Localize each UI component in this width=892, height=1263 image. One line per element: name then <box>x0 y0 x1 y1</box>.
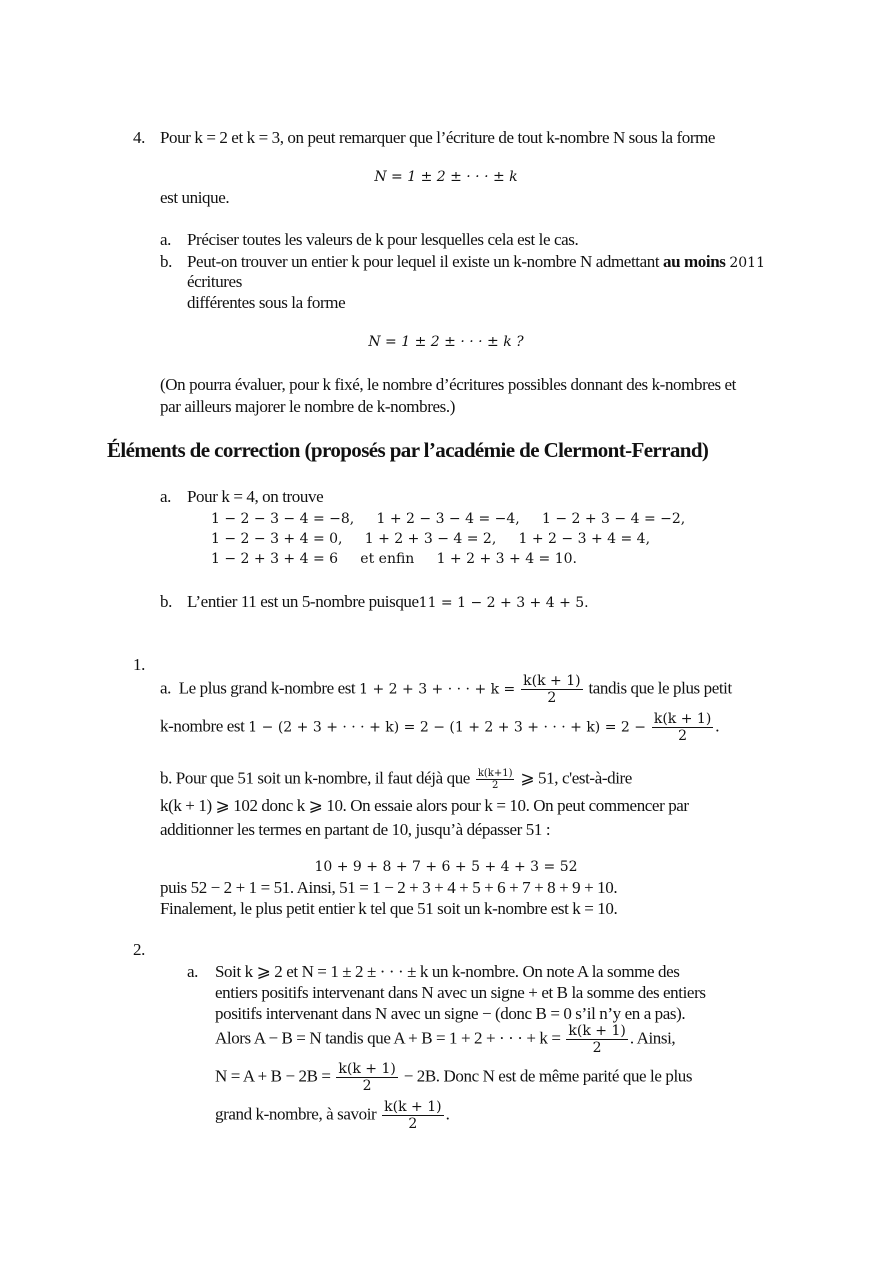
part-number-1: 1. <box>133 655 145 674</box>
fraction <box>382 1099 443 1132</box>
part2-line-3: positifs intervenant dans N avec un signe − (donc B = 0 s’il n’y en a pas). <box>215 1004 686 1023</box>
fraction-numerator: k(k+1) <box>477 768 513 779</box>
part1-b-line-1 <box>160 768 632 791</box>
part1-a-line-1 <box>160 673 732 706</box>
corr-a-line-3: 1 − 2 + 3 + 4 = 6 et enfin 1 + 2 + 3 + 4 = 10. <box>211 551 577 567</box>
corr-b-line <box>187 592 589 612</box>
part1-b-equation: 10 + 9 + 8 + 7 + 6 + 5 + 4 + 3 = 52 <box>314 859 578 875</box>
q4-b-line-2: écritures <box>187 272 242 291</box>
q4-b-text-1: Peut-on trouver un entier k pour lequel il existe un k-nombre N admettant <box>187 252 660 271</box>
fraction-numerator: k(k + 1) <box>384 1099 442 1115</box>
section-title: Éléments de correction (proposés par l’académie de Clermont-Ferrand) <box>107 438 709 462</box>
part2-line-5-text: N = A + B − 2B = <box>215 1066 331 1086</box>
corr-b-equation: 11 = 1 − 2 + 3 + 4 + 5. <box>418 595 589 611</box>
corr-b-text: L’entier 11 est un 5-nombre puisque <box>187 592 419 611</box>
corr-b-label: b. <box>160 592 172 611</box>
part2-line-4 <box>215 1023 675 1056</box>
part1-a-text-3: k-nombre est <box>160 716 245 736</box>
part2-line-6 <box>215 1099 449 1132</box>
part-number-2: 2. <box>133 940 145 959</box>
q4-hint-line-1: (On pourra évaluer, pour k fixé, le nombre d’écritures possibles donnant des k-nombres et <box>160 375 737 394</box>
corr-a-label: a. <box>160 487 171 506</box>
part1-a-line-2: k-nombre est 1 − (2 + 3 + · · · + k) = 2 − (1 + 2 + 3 + · · · + k) = 2 − $\frac{k(k + 1)}{2}$ . <box>160 711 720 744</box>
part1-a-text-2: tandis que le plus petit <box>588 678 732 698</box>
part1-b-text-2: ⩾ 51, c'est-à-dire <box>520 768 632 788</box>
fraction-numerator: k(k + 1) <box>568 1023 626 1039</box>
part2-line-5-end: − 2B. Donc N est de même parité que le plus <box>403 1066 693 1086</box>
q4-b-line-1 <box>187 252 765 272</box>
q4-equation-1: N = 1 ± 2 ± · · · ± k <box>374 169 518 185</box>
part2-line-5 <box>215 1061 692 1094</box>
fraction-numerator: k(k + 1) <box>653 711 712 727</box>
part2-line-1: Soit k ⩾ 2 et N = 1 ± 2 ± · · · ± k un k-nombre. On note A la somme des <box>215 962 680 981</box>
part1-b-line-3: additionner les termes en partant de 10, jusqu’à dépasser 51 : <box>160 820 551 839</box>
fraction-denominator: 2 <box>547 690 557 706</box>
item-number-4: 4. <box>133 128 145 147</box>
fraction <box>336 1061 397 1094</box>
corr-a-line-2: 1 − 2 − 3 + 4 = 0, 1 + 2 + 3 − 4 = 2, 1 + 2 − 3 + 4 = 4, <box>211 531 651 547</box>
part1-a-eq-1: 1 + 2 + 3 + · · · + k = <box>359 681 516 698</box>
part1-a-eq-2: 1 − (2 + 3 + · · · + k) = 2 − (1 + 2 + 3 + · · · + k) = 2 − <box>248 719 646 736</box>
part1-b-line-4: puis 52 − 2 + 1 = 51. Ainsi, 51 = 1 − 2 + 3 + 4 + 5 + 6 + 7 + 8 + 9 + 10. <box>160 878 618 897</box>
part1-a-label: a. <box>160 678 171 698</box>
part1-b-line-5: Finalement, le plus petit entier k tel que 51 soit un k-nombre est k = 10. <box>160 899 618 918</box>
fraction-denominator: 2 <box>408 1116 418 1132</box>
q4-b-label: b. <box>160 252 172 271</box>
part2-line-6-text: grand k-nombre, à savoir <box>215 1104 377 1124</box>
part1-b-text-1: b. Pour que 51 soit un k-nombre, il faut déjà que <box>160 768 470 788</box>
q4-a-label: a. <box>160 230 171 249</box>
fraction-numerator: k(k + 1) <box>523 673 581 689</box>
q4-after-equation: est unique. <box>160 188 230 207</box>
part2-line-4-text: Alors A − B = N tandis que A + B = 1 + 2 + · · · + k = <box>215 1028 561 1048</box>
corr-a-line-1: 1 − 2 − 3 − 4 = −8, 1 + 2 − 3 − 4 = −4, 1 − 2 + 3 − 4 = −2, <box>211 511 686 527</box>
fraction-numerator: k(k + 1) <box>338 1061 396 1077</box>
fraction <box>652 711 713 744</box>
fraction <box>521 673 582 706</box>
q4-a-text: Préciser toutes les valeurs de k pour lesquelles cela est le cas. <box>187 230 579 249</box>
part1-a-text-1: Le plus grand k-nombre est <box>178 678 356 698</box>
q4-equation-2: N = 1 ± 2 ± · · · ± k ? <box>368 334 524 350</box>
small-fraction <box>476 768 515 791</box>
fraction <box>566 1023 627 1056</box>
fraction-denominator: 2 <box>678 728 688 744</box>
part2-line-2: entiers positifs intervenant dans N avec un signe + et B la somme des entiers <box>215 983 706 1002</box>
q4-b-bold: au moins <box>663 252 726 271</box>
fraction-denominator: 2 <box>491 780 499 791</box>
part2-line-4-end: . Ainsi, <box>629 1028 676 1048</box>
part1-b-line-2: k(k + 1) ⩾ 102 donc k ⩾ 10. On essaie alors pour k = 10. On peut commencer par <box>160 796 689 815</box>
q4-b-text-2: 2011 <box>729 255 765 271</box>
corr-a-text: Pour k = 4, on trouve <box>187 487 324 506</box>
q4-b-line-3: différentes sous la forme <box>187 293 346 312</box>
fraction-denominator: 2 <box>592 1040 602 1056</box>
q4-intro: Pour k = 2 et k = 3, on peut remarquer que l’écriture de tout k-nombre N sous la forme <box>160 128 716 147</box>
q4-hint-line-2: par ailleurs majorer le nombre de k-nombres.) <box>160 397 455 416</box>
part2-line-6-end: . <box>445 1104 450 1124</box>
part2-a-label: a. <box>187 962 198 981</box>
fraction-denominator: 2 <box>362 1078 372 1094</box>
